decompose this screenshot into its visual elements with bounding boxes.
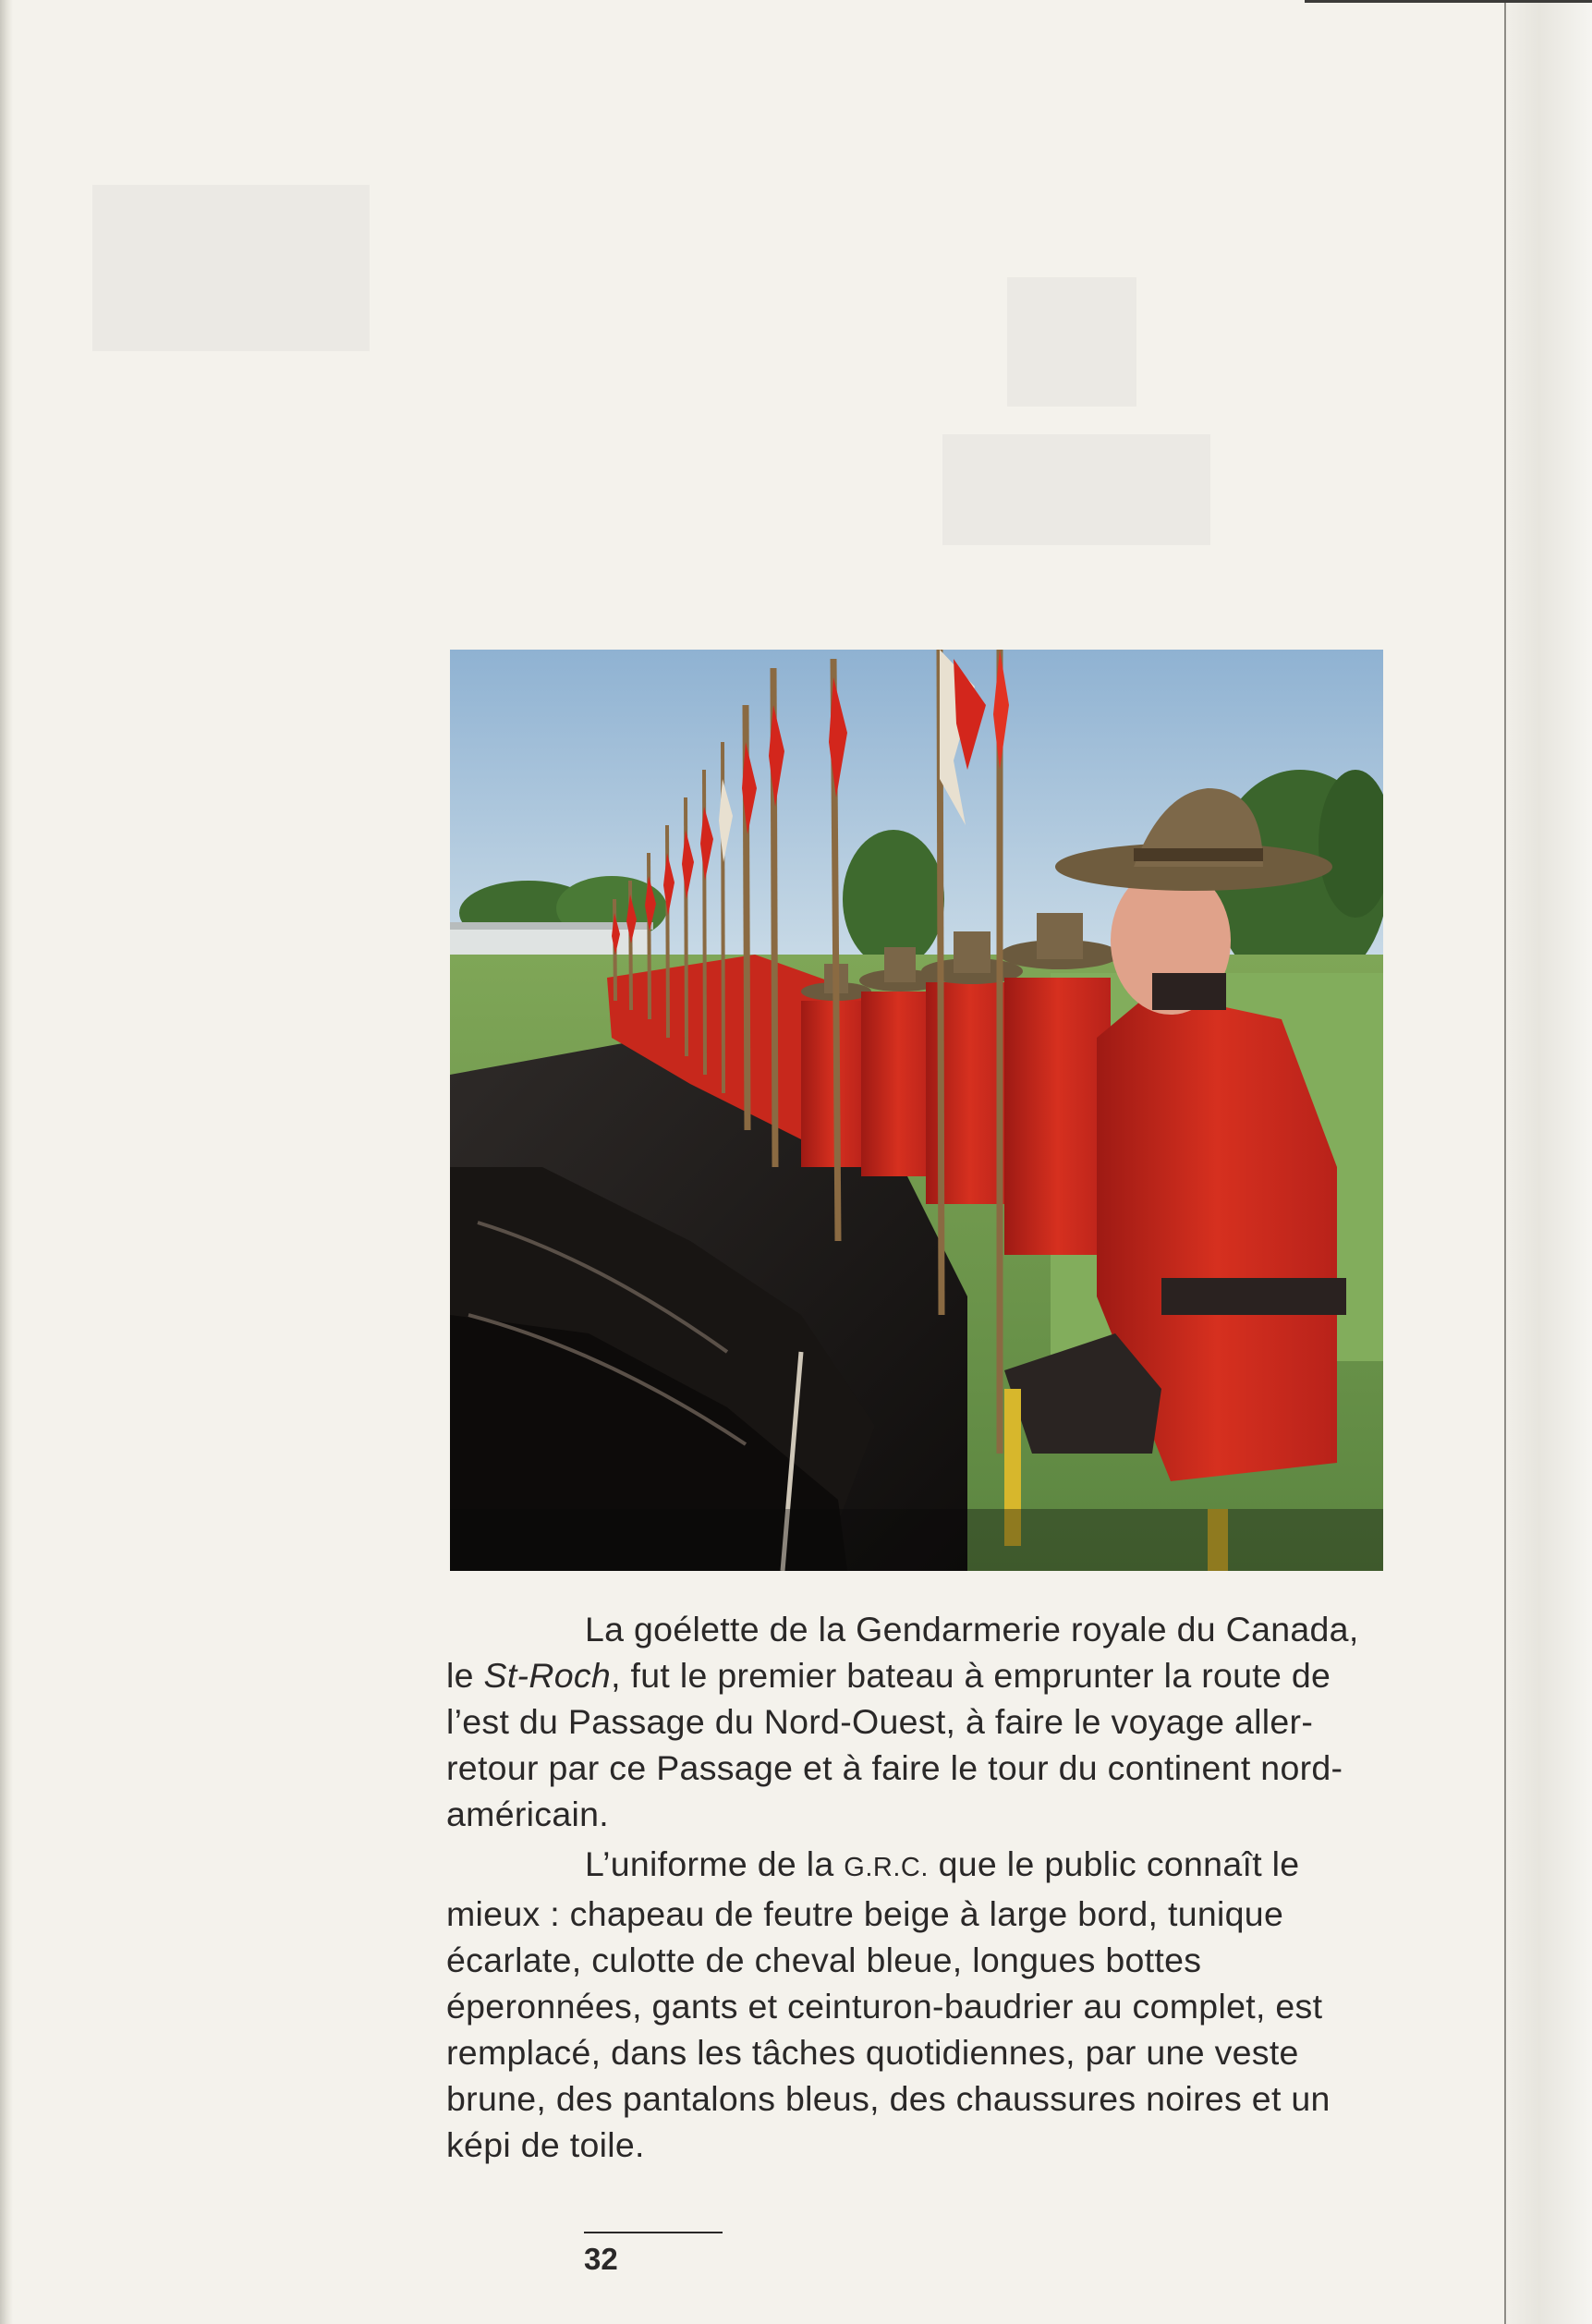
photo-illustration: [450, 650, 1383, 1571]
caption-p1-after: , fut le premier bateau à emprunter la route de l’est du Passage du Nord-Ouest, à faire le voyage aller-retour par ce Passage et à faire le tour du continent nord-américain.: [446, 1656, 1343, 1833]
binding-edge: [0, 0, 13, 2324]
photo-rcmp-musical-ride: [450, 650, 1383, 1571]
caption-p2-after: que le public connaît le mieux : chapeau de feutre beige à large bord, tunique écarlate, culotte de cheval bleue, longues bottes éperonnées, gants et ceinturon-baudrier au complet, est remplacé, dans les tâches quotidiennes, par une veste brune, des pantalons bleus, des chaussures noires et un képi de toile.: [446, 1844, 1331, 2164]
show-through-block: [92, 185, 370, 351]
page-number-rule: [584, 2232, 723, 2233]
caption-p2-before: L’uniforme de la: [585, 1844, 845, 1883]
page-edge: [1504, 0, 1592, 2324]
caption-paragraph-2: [446, 1841, 1379, 2168]
caption-paragraph-1: [446, 1606, 1379, 1837]
ship-name: St-Roch: [483, 1656, 612, 1695]
show-through-block: [942, 434, 1210, 545]
top-rule: [1305, 0, 1592, 3]
page-number: 32: [584, 2242, 618, 2276]
page-edge-line: [1504, 0, 1506, 2324]
caption-p1-before: La goélette de la Gendarmerie royale du Canada, le: [446, 1610, 1359, 1695]
caption-text: [446, 1606, 1379, 2168]
show-through-block: [1007, 277, 1136, 407]
rcmp-abbreviation: G.R.C.: [844, 1853, 929, 1882]
